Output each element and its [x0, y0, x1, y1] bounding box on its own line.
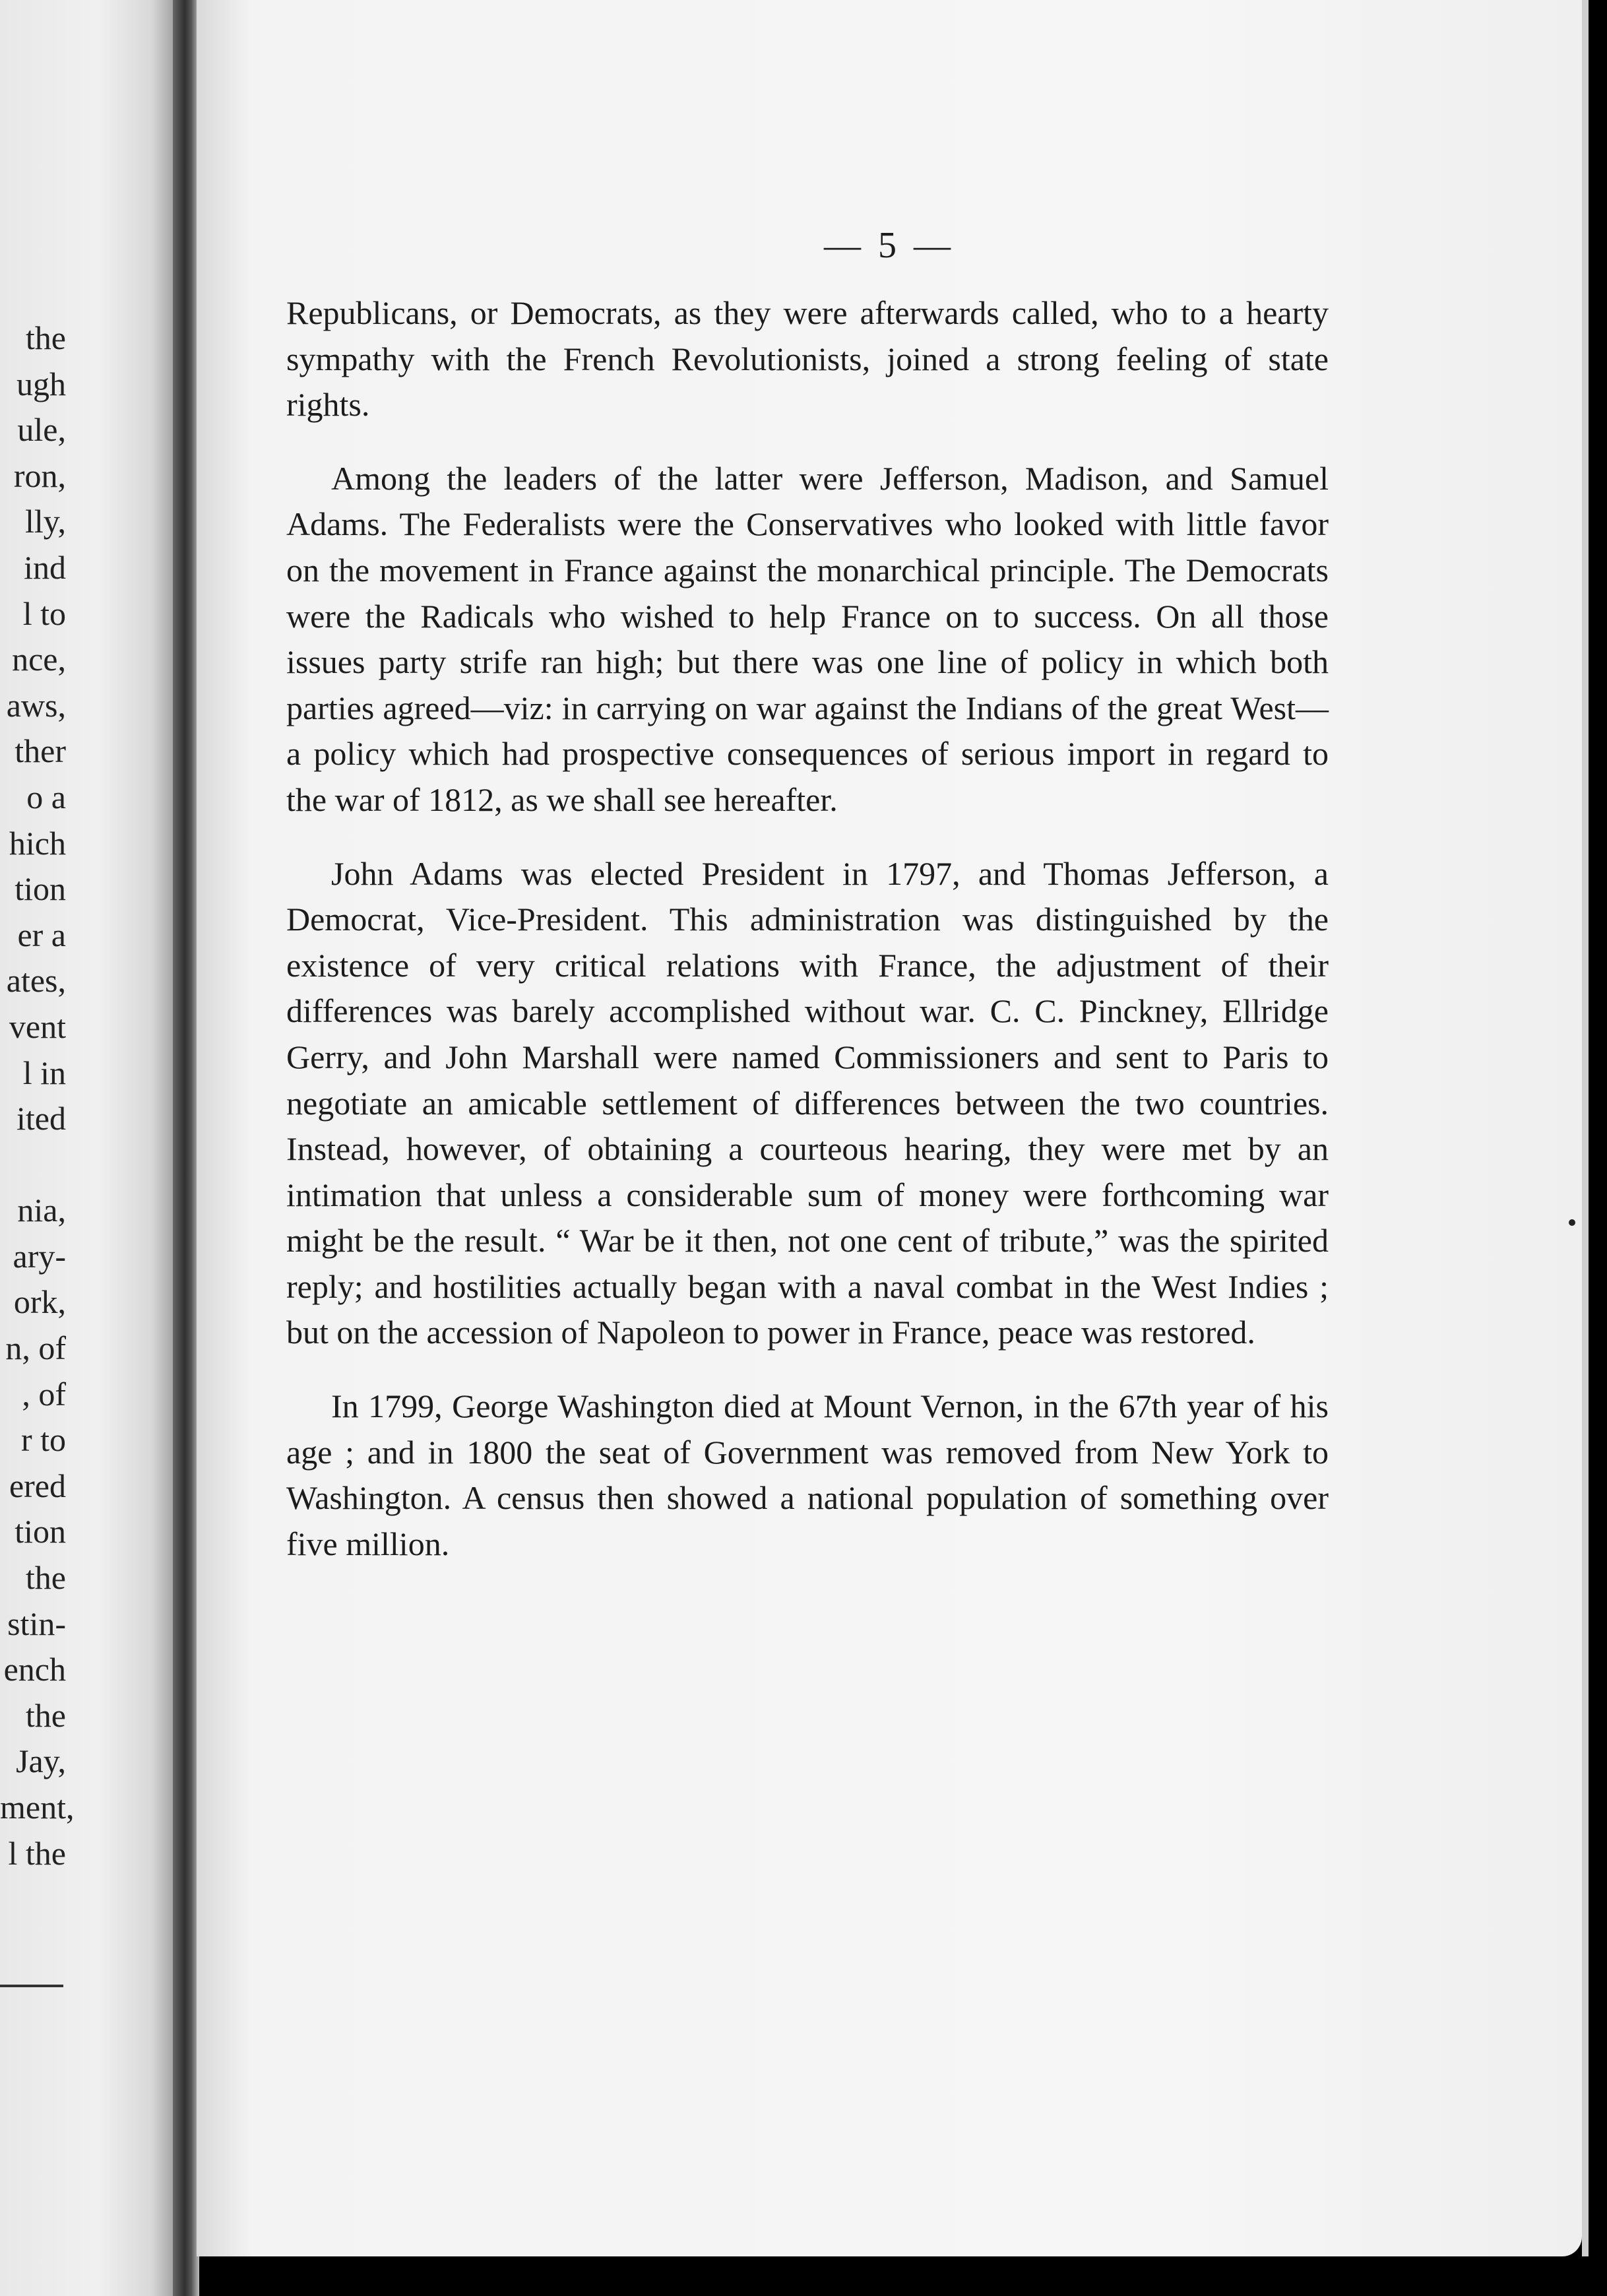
left-line-fragment: ment,: [0, 1789, 75, 1826]
left-line-fragment: n, of: [5, 1329, 66, 1367]
left-line-fragment: l the: [8, 1834, 66, 1872]
left-line-fragment: tion: [15, 870, 66, 908]
left-line-fragment: ther: [15, 732, 66, 770]
left-line-fragment: ork,: [13, 1283, 66, 1321]
left-line-fragment: Jay,: [16, 1742, 66, 1780]
paragraph-3: John Adams was elected President in 1797, and Thomas Jefferson, a Democrat, Vice-President. This administration was distinguished by the existence of very critical relations with France, the adjustment of their differences was barely accomplished without war. C. C. Pinckney, Ellridge Gerry, and John Marshall were named Commissioners and sent to Paris to negotiate an amicable settlement of differences between the two countries. Instead, however, of obtaining a courteous hearing, they were met by an intimation that unless a considerable sum of money were forthcoming war might be the result. “ War be it then, not one cent of tribute,” was the spirited reply; and hostilities actually began with a naval combat in the West Indies ; but on the accession of Napoleon to power in France, peace was restored.: [286, 854, 1329, 1351]
left-page-rule: [0, 1985, 63, 1987]
left-line-fragment: er a: [17, 916, 66, 953]
left-line-fragment: ugh: [16, 365, 66, 402]
left-line-fragment: ench: [3, 1651, 66, 1688]
left-line-fragment: l in: [22, 1054, 66, 1091]
left-line-fragment: [0, 1142, 66, 1188]
left-line-fragment: ates,: [6, 962, 66, 1000]
left-page-text-fragments: [0, 315, 75, 1876]
paragraph-4: In 1799, George Washington died at Mount Vernon, in the 67th year of his age ; and in 1800 the seat of Government was removed from New York to Washington. A census then showed a national population of something over five million.: [286, 1387, 1329, 1562]
left-line-fragment: stin-: [7, 1605, 66, 1642]
left-line-fragment: ary-: [13, 1237, 66, 1275]
left-line-fragment: ron,: [13, 457, 66, 494]
left-line-fragment: nce,: [12, 641, 66, 678]
main-page: [197, 0, 1582, 2256]
left-line-fragment: ind: [24, 548, 66, 586]
left-line-fragment: o a: [26, 778, 66, 815]
left-line-fragment: hich: [9, 824, 66, 862]
left-line-fragment: tion: [15, 1513, 66, 1550]
left-line-fragment: , of: [22, 1375, 66, 1413]
left-line-fragment: nia,: [17, 1192, 66, 1229]
page-body: [286, 290, 1329, 1595]
left-line-fragment: ule,: [17, 411, 66, 449]
left-line-fragment: lly,: [24, 503, 66, 540]
left-line-fragment: the: [25, 1559, 66, 1597]
left-line-fragment: aws,: [6, 686, 66, 724]
book-gutter-shadow: [173, 0, 199, 2296]
left-line-fragment: the: [25, 319, 66, 356]
left-line-fragment: the: [25, 1696, 66, 1734]
left-line-fragment: r to: [20, 1421, 66, 1459]
paragraph-2: Among the leaders of the latter were Jefferson, Madison, and Samuel Adams. The Federalists were the Conservatives who looked with little favor on the movement in France against the monarchical principle. The Democrats were the Radicals who wished to help France on to success. On all those issues party strife ran high; but there was one line of policy in which both parties agreed—viz: in carrying on war against the Indians of the great West—a policy which had prospective consequences of serious import in regard to the war of 1812, as we shall see hereafter.: [286, 459, 1329, 818]
left-facing-page: [0, 0, 178, 2296]
page-number: — 5 —: [824, 225, 955, 266]
page-speck: [1569, 1219, 1575, 1226]
paragraph-1: Republicans, or Democrats, as they were afterwards called, who to a hearty sympathy with the French Revolutionists, joined a strong feeling of state rights.: [286, 294, 1329, 424]
left-line-fragment: ited: [16, 1100, 66, 1137]
left-line-fragment: ered: [9, 1467, 66, 1504]
left-line-fragment: vent: [9, 1007, 66, 1045]
left-line-fragment: l to: [22, 594, 66, 632]
page-edge: [1582, 0, 1589, 2256]
